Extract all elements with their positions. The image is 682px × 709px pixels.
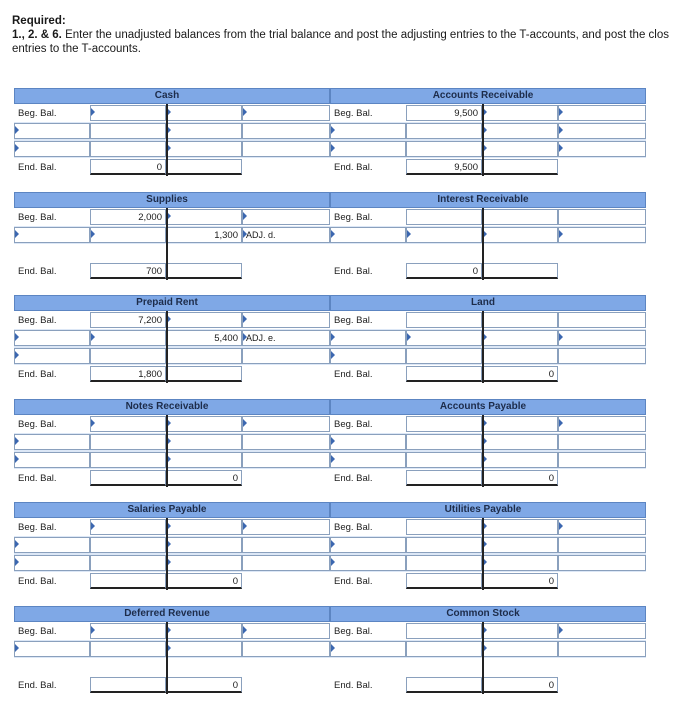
entry-debit-input[interactable] bbox=[90, 537, 166, 553]
beg-bal-label: Beg. Bal. bbox=[334, 212, 373, 223]
t-account-title bbox=[330, 295, 646, 311]
end-bal-label: End. Bal. bbox=[334, 576, 373, 587]
t-account-title-text: Cash bbox=[154, 90, 180, 101]
entry-row bbox=[330, 640, 646, 658]
beg-bal-credit-input[interactable] bbox=[482, 209, 558, 225]
entry-row bbox=[330, 536, 646, 554]
entry-row bbox=[14, 451, 330, 469]
end-bal-credit: 0 bbox=[482, 573, 558, 589]
beg-bal-credit-input[interactable] bbox=[166, 416, 242, 432]
end-bal-debit: 0 bbox=[406, 263, 482, 279]
beg-bal-debit-input[interactable]: 7,200 bbox=[90, 312, 166, 328]
end-bal-label: End. Bal. bbox=[334, 473, 373, 484]
spacer-row bbox=[330, 658, 646, 676]
end-bal-debit: 0 bbox=[90, 159, 166, 175]
t-divider bbox=[166, 622, 168, 694]
beg-bal-credit-input[interactable] bbox=[482, 623, 558, 639]
end-bal-credit bbox=[482, 159, 558, 175]
t-divider bbox=[482, 622, 484, 694]
end-bal-credit bbox=[166, 159, 242, 175]
t-account-title bbox=[330, 606, 646, 622]
t-account-title bbox=[330, 399, 646, 415]
entry-row bbox=[14, 640, 330, 658]
beg-bal-label: Beg. Bal. bbox=[18, 626, 57, 637]
end-bal-row bbox=[14, 572, 330, 590]
beg-bal-debit-input[interactable] bbox=[406, 312, 482, 328]
end-bal-label: End. Bal. bbox=[334, 369, 373, 380]
entry-ref-debit-input[interactable] bbox=[14, 555, 90, 571]
end-bal-label: End. Bal. bbox=[18, 266, 57, 277]
end-bal-row bbox=[330, 572, 646, 590]
entry-ref-credit-input[interactable] bbox=[242, 141, 330, 157]
t-account-title bbox=[330, 88, 646, 104]
instructions-text-1: Enter the unadjusted balances from the trial balance and post the adjusting entries to the T-accounts, and post the clos bbox=[65, 29, 669, 41]
t-divider bbox=[482, 311, 484, 383]
entry-credit-input[interactable] bbox=[482, 123, 558, 139]
entry-row bbox=[14, 140, 330, 158]
entry-debit-input[interactable] bbox=[406, 555, 482, 571]
beg-bal-credit-ref-input[interactable] bbox=[242, 105, 330, 121]
end-bal-debit: 9,500 bbox=[406, 159, 482, 175]
beg-bal-debit-input[interactable] bbox=[406, 519, 482, 535]
t-account-title-text: Interest Receivable bbox=[437, 194, 529, 205]
end-bal-debit bbox=[406, 677, 482, 693]
beg-bal-label: Beg. Bal. bbox=[18, 522, 57, 533]
beg-bal-row bbox=[330, 518, 646, 536]
entry-row bbox=[14, 329, 330, 347]
t-account-title bbox=[14, 606, 330, 622]
end-bal-row bbox=[14, 469, 330, 487]
entry-credit-input[interactable] bbox=[166, 641, 242, 657]
entry-credit-input[interactable] bbox=[482, 330, 558, 346]
entry-credit-input[interactable] bbox=[482, 537, 558, 553]
beg-bal-credit-ref-input[interactable] bbox=[242, 209, 330, 225]
t-divider bbox=[482, 208, 484, 280]
entry-ref-debit-input[interactable] bbox=[14, 452, 90, 468]
t-account-title-text: Notes Receivable bbox=[125, 401, 209, 412]
entry-debit-input[interactable] bbox=[406, 434, 482, 450]
t-account-title-text: Accounts Receivable bbox=[432, 90, 534, 101]
entry-ref-credit-input[interactable] bbox=[242, 537, 330, 553]
end-bal-label: End. Bal. bbox=[18, 473, 57, 484]
entry-debit-input[interactable] bbox=[90, 434, 166, 450]
beg-bal-row bbox=[14, 208, 330, 226]
t-account-title-text: Prepaid Rent bbox=[136, 297, 198, 308]
beg-bal-label: Beg. Bal. bbox=[18, 315, 57, 326]
entry-row bbox=[14, 536, 330, 554]
adj-credit-input[interactable]: 5,400 bbox=[166, 330, 242, 346]
end-bal-row bbox=[14, 158, 330, 176]
end-bal-label: End. Bal. bbox=[334, 680, 373, 691]
beg-bal-debit-input[interactable] bbox=[90, 105, 166, 121]
entry-ref-credit-input[interactable] bbox=[242, 123, 330, 139]
beg-bal-label: Beg. Bal. bbox=[334, 626, 373, 637]
beg-bal-credit-ref-input[interactable] bbox=[242, 623, 330, 639]
end-bal-row bbox=[330, 469, 646, 487]
instructions bbox=[12, 14, 682, 56]
end-bal-debit bbox=[90, 677, 166, 693]
entry-debit-input[interactable] bbox=[90, 555, 166, 571]
spacer-row bbox=[14, 658, 330, 676]
spacer-row bbox=[14, 244, 330, 262]
adj-credit-input[interactable]: 1,300 bbox=[166, 227, 242, 243]
beg-bal-credit-ref-input[interactable] bbox=[558, 519, 646, 535]
end-bal-label: End. Bal. bbox=[334, 162, 373, 173]
end-bal-credit bbox=[166, 263, 242, 279]
beg-bal-label: Beg. Bal. bbox=[18, 212, 57, 223]
entry-row bbox=[14, 347, 330, 365]
end-bal-label: End. Bal. bbox=[18, 680, 57, 691]
t-account-title-text: Supplies bbox=[146, 194, 188, 205]
beg-bal-label: Beg. Bal. bbox=[334, 108, 373, 119]
end-bal-debit bbox=[90, 470, 166, 486]
entry-ref-credit-input[interactable] bbox=[558, 348, 646, 364]
entry-credit-input[interactable] bbox=[166, 555, 242, 571]
entry-ref-debit-input[interactable] bbox=[330, 434, 406, 450]
end-bal-credit: 0 bbox=[482, 366, 558, 382]
entry-ref-debit-input[interactable] bbox=[14, 141, 90, 157]
end-bal-label: End. Bal. bbox=[334, 266, 373, 277]
beg-bal-credit-input[interactable] bbox=[166, 519, 242, 535]
t-divider bbox=[166, 518, 168, 590]
beg-bal-label: Beg. Bal. bbox=[334, 419, 373, 430]
entry-debit-input[interactable] bbox=[90, 141, 166, 157]
entry-credit-input[interactable] bbox=[482, 641, 558, 657]
end-bal-debit bbox=[90, 573, 166, 589]
entry-credit-input[interactable] bbox=[166, 452, 242, 468]
beg-bal-row bbox=[330, 104, 646, 122]
beg-bal-debit-input[interactable] bbox=[406, 416, 482, 432]
entry-debit-input[interactable] bbox=[406, 348, 482, 364]
entry-ref-debit-input[interactable] bbox=[14, 348, 90, 364]
end-bal-debit bbox=[406, 366, 482, 382]
beg-bal-debit-input[interactable] bbox=[90, 623, 166, 639]
entry-credit-input[interactable] bbox=[482, 141, 558, 157]
entry-credit-input[interactable] bbox=[166, 123, 242, 139]
end-bal-label: End. Bal. bbox=[18, 576, 57, 587]
t-account-title bbox=[14, 502, 330, 518]
t-divider bbox=[482, 518, 484, 590]
entry-ref-credit-input[interactable] bbox=[242, 641, 330, 657]
end-bal-row bbox=[330, 365, 646, 383]
entry-ref-credit-input[interactable] bbox=[558, 537, 646, 553]
requirement-numbers: 1., 2. & 6. bbox=[12, 29, 62, 41]
entry-debit-input[interactable] bbox=[90, 227, 166, 243]
entry-ref-credit-input[interactable] bbox=[242, 434, 330, 450]
end-bal-credit: 0 bbox=[166, 573, 242, 589]
t-account-title-text: Deferred Revenue bbox=[124, 608, 210, 619]
end-bal-label: End. Bal. bbox=[18, 369, 57, 380]
beg-bal-debit-input[interactable] bbox=[90, 519, 166, 535]
entry-row bbox=[14, 554, 330, 572]
t-account-title-text: Common Stock bbox=[446, 608, 520, 619]
entry-ref-debit-input[interactable] bbox=[330, 555, 406, 571]
beg-bal-debit-input[interactable] bbox=[90, 416, 166, 432]
beg-bal-credit-ref-input[interactable] bbox=[558, 416, 646, 432]
entry-debit-input[interactable] bbox=[90, 452, 166, 468]
entry-ref-debit-input[interactable] bbox=[14, 123, 90, 139]
entry-row bbox=[330, 226, 646, 244]
entry-ref-credit-input[interactable] bbox=[242, 452, 330, 468]
beg-bal-row bbox=[330, 208, 646, 226]
end-bal-credit: 0 bbox=[482, 677, 558, 693]
entry-ref-debit-input[interactable] bbox=[14, 434, 90, 450]
entry-row bbox=[330, 554, 646, 572]
entry-ref-debit-input[interactable] bbox=[330, 227, 406, 243]
end-bal-row bbox=[14, 262, 330, 280]
beg-bal-label: Beg. Bal. bbox=[18, 419, 57, 430]
entry-ref-credit-input[interactable] bbox=[242, 555, 330, 571]
entry-credit-input[interactable] bbox=[482, 348, 558, 364]
t-account-title-text: Land bbox=[471, 297, 495, 308]
instructions-line-1 bbox=[12, 28, 682, 42]
entry-debit-input[interactable] bbox=[90, 641, 166, 657]
t-account-title-text: Accounts Payable bbox=[439, 401, 527, 412]
beg-bal-debit-input[interactable]: 2,000 bbox=[90, 209, 166, 225]
beg-bal-credit-ref-input[interactable] bbox=[242, 312, 330, 328]
beg-bal-credit-input[interactable] bbox=[482, 312, 558, 328]
t-account-title bbox=[330, 192, 646, 208]
beg-bal-credit-input[interactable] bbox=[166, 623, 242, 639]
end-bal-debit bbox=[406, 573, 482, 589]
end-bal-debit: 1,800 bbox=[90, 366, 166, 382]
end-bal-credit: 0 bbox=[166, 677, 242, 693]
beg-bal-label: Beg. Bal. bbox=[18, 108, 57, 119]
entry-row bbox=[330, 451, 646, 469]
entry-ref-debit-input[interactable] bbox=[330, 123, 406, 139]
t-divider bbox=[166, 415, 168, 487]
entry-ref-debit-input[interactable] bbox=[14, 227, 90, 243]
entry-ref-credit-input[interactable] bbox=[558, 123, 646, 139]
adj-ref-input[interactable]: ADJ. d. bbox=[242, 227, 330, 243]
entry-credit-input[interactable] bbox=[166, 537, 242, 553]
entry-debit-input[interactable] bbox=[90, 330, 166, 346]
entry-credit-input[interactable] bbox=[482, 452, 558, 468]
beg-bal-label: Beg. Bal. bbox=[334, 522, 373, 533]
beg-bal-row bbox=[330, 415, 646, 433]
entry-debit-input[interactable] bbox=[90, 348, 166, 364]
entry-ref-debit-input[interactable] bbox=[330, 141, 406, 157]
entry-ref-debit-input[interactable] bbox=[14, 641, 90, 657]
beg-bal-row bbox=[14, 311, 330, 329]
end-bal-row bbox=[14, 676, 330, 694]
entry-row bbox=[330, 347, 646, 365]
beg-bal-debit-input[interactable]: 9,500 bbox=[406, 105, 482, 121]
entry-ref-credit-input[interactable] bbox=[558, 141, 646, 157]
end-bal-debit bbox=[406, 470, 482, 486]
beg-bal-credit-input[interactable] bbox=[482, 416, 558, 432]
beg-bal-credit-ref-input[interactable] bbox=[558, 209, 646, 225]
entry-debit-input[interactable] bbox=[406, 452, 482, 468]
entry-credit-input[interactable] bbox=[482, 434, 558, 450]
entry-row bbox=[330, 122, 646, 140]
entry-credit-input[interactable] bbox=[482, 555, 558, 571]
entry-credit-input[interactable] bbox=[166, 141, 242, 157]
entry-debit-input[interactable] bbox=[406, 330, 482, 346]
beg-bal-row bbox=[14, 622, 330, 640]
entry-ref-debit-input[interactable] bbox=[14, 537, 90, 553]
entry-ref-debit-input[interactable] bbox=[330, 641, 406, 657]
entry-ref-credit-input[interactable] bbox=[558, 452, 646, 468]
t-account-title bbox=[14, 88, 330, 104]
beg-bal-row bbox=[14, 518, 330, 536]
entry-credit-input[interactable] bbox=[166, 348, 242, 364]
entry-credit-input[interactable] bbox=[166, 434, 242, 450]
t-divider bbox=[482, 415, 484, 487]
entry-ref-credit-input[interactable] bbox=[558, 641, 646, 657]
beg-bal-debit-input[interactable] bbox=[406, 209, 482, 225]
entry-ref-credit-input[interactable] bbox=[558, 555, 646, 571]
beg-bal-debit-input[interactable] bbox=[406, 623, 482, 639]
entry-ref-debit-input[interactable] bbox=[330, 537, 406, 553]
entry-debit-input[interactable] bbox=[406, 227, 482, 243]
t-account-title-text: Salaries Payable bbox=[127, 504, 207, 515]
beg-bal-credit-input[interactable] bbox=[482, 105, 558, 121]
entry-ref-debit-input[interactable] bbox=[330, 330, 406, 346]
t-account-title bbox=[330, 502, 646, 518]
beg-bal-credit-input[interactable] bbox=[166, 105, 242, 121]
beg-bal-label: Beg. Bal. bbox=[334, 315, 373, 326]
instructions-line-2: entries to the T-accounts. bbox=[12, 43, 141, 55]
entry-ref-credit-input[interactable] bbox=[558, 227, 646, 243]
end-bal-credit bbox=[166, 366, 242, 382]
beg-bal-credit-ref-input[interactable] bbox=[242, 519, 330, 535]
entry-debit-input[interactable] bbox=[406, 641, 482, 657]
beg-bal-row bbox=[14, 415, 330, 433]
beg-bal-credit-input[interactable] bbox=[166, 312, 242, 328]
t-account-title-text: Utilities Payable bbox=[444, 504, 522, 515]
entry-debit-input[interactable] bbox=[406, 537, 482, 553]
beg-bal-row bbox=[330, 622, 646, 640]
beg-bal-credit-input[interactable] bbox=[482, 519, 558, 535]
t-divider bbox=[482, 104, 484, 176]
beg-bal-credit-ref-input[interactable] bbox=[558, 312, 646, 328]
entry-row bbox=[14, 433, 330, 451]
adj-ref-input[interactable]: ADJ. e. bbox=[242, 330, 330, 346]
end-bal-debit: 700 bbox=[90, 263, 166, 279]
end-bal-row bbox=[330, 262, 646, 280]
entry-row bbox=[330, 329, 646, 347]
end-bal-credit: 0 bbox=[166, 470, 242, 486]
t-divider bbox=[166, 208, 168, 280]
entry-ref-credit-input[interactable] bbox=[558, 434, 646, 450]
entry-credit-input[interactable] bbox=[482, 227, 558, 243]
entry-debit-input[interactable] bbox=[406, 141, 482, 157]
t-account-title bbox=[14, 295, 330, 311]
end-bal-row bbox=[14, 365, 330, 383]
end-bal-credit: 0 bbox=[482, 470, 558, 486]
end-bal-credit bbox=[482, 263, 558, 279]
required-heading: Required: bbox=[12, 15, 66, 27]
t-account-title bbox=[14, 192, 330, 208]
beg-bal-row bbox=[14, 104, 330, 122]
spacer-row bbox=[330, 244, 646, 262]
entry-row bbox=[330, 433, 646, 451]
end-bal-row bbox=[330, 676, 646, 694]
entry-ref-credit-input[interactable] bbox=[558, 330, 646, 346]
beg-bal-credit-ref-input[interactable] bbox=[558, 105, 646, 121]
entry-row bbox=[14, 122, 330, 140]
t-divider bbox=[166, 311, 168, 383]
entry-ref-debit-input[interactable] bbox=[330, 452, 406, 468]
beg-bal-credit-ref-input[interactable] bbox=[558, 623, 646, 639]
beg-bal-credit-ref-input[interactable] bbox=[242, 416, 330, 432]
beg-bal-row bbox=[330, 311, 646, 329]
end-bal-row bbox=[330, 158, 646, 176]
entry-debit-input[interactable] bbox=[406, 123, 482, 139]
entry-row bbox=[330, 140, 646, 158]
t-account-title bbox=[14, 399, 330, 415]
end-bal-label: End. Bal. bbox=[18, 162, 57, 173]
t-divider bbox=[166, 104, 168, 176]
entry-ref-debit-input[interactable] bbox=[14, 330, 90, 346]
entry-ref-credit-input[interactable] bbox=[242, 348, 330, 364]
entry-ref-debit-input[interactable] bbox=[330, 348, 406, 364]
entry-debit-input[interactable] bbox=[90, 123, 166, 139]
entry-row bbox=[14, 226, 330, 244]
beg-bal-credit-input[interactable] bbox=[166, 209, 242, 225]
